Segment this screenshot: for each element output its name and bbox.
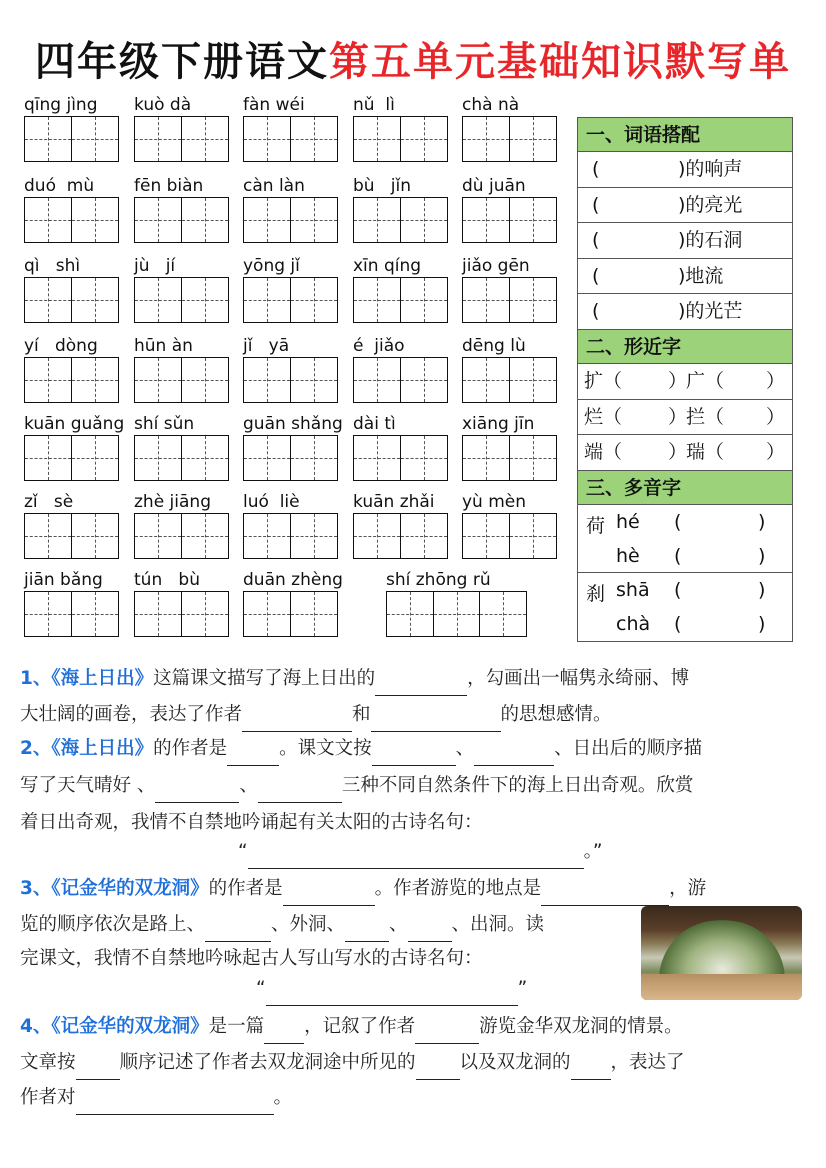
tianzige-cell[interactable]	[353, 197, 401, 243]
pinyin-label: dù juān	[462, 176, 526, 196]
tianzige-cell[interactable]	[462, 435, 510, 481]
tianzige-boxes[interactable]	[134, 116, 227, 162]
tianzige-cell[interactable]	[24, 513, 72, 559]
pinyin-label: shí zhōng rǔ	[386, 570, 491, 590]
tianzige-cell[interactable]	[509, 513, 557, 559]
pinyin-label: shí sǔn	[134, 414, 195, 434]
pinyin-label: dài tì	[353, 414, 396, 434]
tianzige-cell[interactable]	[134, 277, 182, 323]
answer-blank[interactable]	[541, 884, 669, 906]
tianzige-cell[interactable]	[71, 357, 119, 403]
pinyin-label: càn làn	[243, 176, 305, 196]
pinyin-label: nǔ lì	[353, 95, 395, 115]
collocation-row: ( )地流	[578, 259, 792, 295]
tianzige-boxes[interactable]	[462, 116, 555, 162]
tianzige-cell[interactable]	[71, 435, 119, 481]
section1-heading: 一、词语搭配	[578, 118, 792, 152]
answer-blank[interactable]	[375, 674, 467, 696]
polyphone-item: 刹 shā ( ) chà ( )	[586, 578, 766, 635]
tianzige-cell[interactable]	[462, 277, 510, 323]
tianzige-boxes[interactable]	[243, 197, 336, 243]
tianzige-boxes[interactable]	[24, 435, 117, 481]
pinyin-label: fēn biàn	[134, 176, 204, 196]
tianzige-cell[interactable]	[400, 197, 448, 243]
tianzige-cell[interactable]	[24, 197, 72, 243]
tianzige-cell[interactable]	[353, 513, 401, 559]
tianzige-cell[interactable]	[462, 116, 510, 162]
tianzige-cell[interactable]	[509, 116, 557, 162]
tianzige-cell[interactable]	[71, 116, 119, 162]
pinyin-label: duó mù	[24, 176, 95, 196]
pinyin-label: zhè jiāng	[134, 492, 211, 512]
tianzige-cell[interactable]	[71, 591, 119, 637]
answer-blank[interactable]	[415, 1022, 479, 1044]
tianzige-boxes[interactable]	[24, 591, 117, 637]
tianzige-boxes[interactable]	[134, 197, 227, 243]
answer-blank[interactable]	[345, 920, 389, 942]
answer-blank[interactable]	[242, 710, 352, 732]
pinyin-label: jù jí	[134, 256, 176, 276]
pinyin-label: jiān bǎng	[24, 570, 103, 590]
tianzige-cell[interactable]	[400, 513, 448, 559]
answer-blank[interactable]	[283, 884, 375, 906]
answer-blank[interactable]	[205, 920, 271, 942]
tianzige-boxes[interactable]	[462, 197, 555, 243]
tianzige-boxes[interactable]	[243, 357, 336, 403]
pinyin-label: fàn wéi	[243, 95, 305, 115]
tianzige-cell[interactable]	[181, 116, 229, 162]
tianzige-cell[interactable]	[71, 197, 119, 243]
q2-poem-prompt: 着日出奇观，我情不自禁地吟诵起有关太阳的古诗名句：	[20, 812, 483, 833]
tianzige-cell[interactable]	[290, 513, 338, 559]
tianzige-boxes[interactable]	[353, 197, 446, 243]
tianzige-boxes[interactable]	[134, 591, 227, 637]
tianzige-boxes[interactable]	[462, 435, 555, 481]
pinyin-label: xiāng jīn	[462, 414, 535, 434]
similar-char-row: 烂（ ） 拦（ ）	[578, 400, 792, 436]
tianzige-boxes[interactable]	[353, 435, 446, 481]
pinyin-label: jiǎo gēn	[462, 256, 530, 276]
collocation-row: ( )的响声	[578, 152, 792, 188]
tianzige-cell[interactable]	[509, 277, 557, 323]
tianzige-boxes[interactable]	[353, 513, 446, 559]
tianzige-cell[interactable]	[24, 591, 72, 637]
tianzige-boxes[interactable]	[243, 116, 336, 162]
collocation-row: ( )的亮光	[578, 188, 792, 224]
tianzige-cell[interactable]	[181, 197, 229, 243]
tianzige-boxes[interactable]	[462, 357, 555, 403]
polyphone-item: 荷 hé ( ) hè ( )	[578, 505, 792, 573]
pinyin-label: duān zhèng	[243, 570, 343, 590]
similar-char-row: 端（ ） 瑞（ ）	[578, 435, 792, 471]
tianzige-cell[interactable]	[290, 277, 338, 323]
tianzige-cell[interactable]	[353, 357, 401, 403]
tianzige-cell[interactable]	[400, 116, 448, 162]
tianzige-cell[interactable]	[243, 197, 291, 243]
answer-blank[interactable]	[474, 744, 554, 766]
tianzige-cell[interactable]	[181, 277, 229, 323]
tianzige-cell[interactable]	[462, 357, 510, 403]
tianzige-cell[interactable]	[181, 435, 229, 481]
double-dragon-cave-photo	[641, 906, 802, 1000]
tianzige-boxes[interactable]	[24, 116, 117, 162]
answer-blank[interactable]	[76, 1058, 120, 1080]
answer-blank[interactable]	[76, 1093, 274, 1115]
tianzige-cell[interactable]	[24, 435, 72, 481]
tianzige-cell[interactable]	[134, 591, 182, 637]
tianzige-boxes[interactable]	[134, 277, 227, 323]
pinyin-label: kuān guǎng	[24, 414, 125, 434]
tianzige-cell[interactable]	[181, 513, 229, 559]
pinyin-label: dēng lù	[462, 336, 526, 356]
tianzige-cell[interactable]	[353, 435, 401, 481]
tianzige-cell[interactable]	[243, 116, 291, 162]
pinyin-label: qì shì	[24, 256, 81, 276]
tianzige-cell[interactable]	[290, 116, 338, 162]
title-part2: 第五单元基础知识默写单	[329, 39, 791, 85]
tianzige-cell[interactable]	[134, 116, 182, 162]
tianzige-cell[interactable]	[433, 591, 481, 637]
tianzige-cell[interactable]	[134, 357, 182, 403]
tianzige-cell[interactable]	[353, 277, 401, 323]
answer-blank[interactable]	[248, 847, 584, 869]
tianzige-boxes[interactable]	[134, 513, 227, 559]
tianzige-boxes[interactable]	[462, 277, 555, 323]
answer-blank[interactable]	[258, 781, 342, 803]
tianzige-boxes[interactable]	[24, 197, 117, 243]
tianzige-cell[interactable]	[24, 357, 72, 403]
answer-blank[interactable]	[155, 781, 239, 803]
tianzige-boxes[interactable]	[243, 277, 336, 323]
collocation-row: ( )的光芒	[578, 294, 792, 330]
pinyin-label: guān shǎng	[243, 414, 343, 434]
tianzige-boxes[interactable]	[134, 435, 227, 481]
tianzige-cell[interactable]	[290, 357, 338, 403]
tianzige-cell[interactable]	[479, 591, 527, 637]
tianzige-cell[interactable]	[509, 197, 557, 243]
tianzige-cell[interactable]	[134, 435, 182, 481]
answer-blank[interactable]	[372, 744, 456, 766]
tianzige-cell[interactable]	[243, 591, 291, 637]
similar-char-row: 扩（ ） 广（ ）	[578, 364, 792, 400]
tianzige-cell[interactable]	[462, 513, 510, 559]
tianzige-cell[interactable]	[134, 513, 182, 559]
tianzige-cell[interactable]	[290, 435, 338, 481]
tianzige-cell[interactable]	[243, 513, 291, 559]
pinyin-label: é jiǎo	[353, 336, 405, 356]
tianzige-cell[interactable]	[181, 591, 229, 637]
pinyin-label: qīng jìng	[24, 95, 98, 115]
pinyin-label: jǐ yā	[243, 336, 290, 356]
tianzige-cell[interactable]	[243, 277, 291, 323]
answer-blank[interactable]	[416, 1058, 460, 1080]
pinyin-label: yōng jǐ	[243, 256, 300, 276]
tianzige-cell[interactable]	[290, 591, 338, 637]
section3-heading: 三、多音字	[578, 471, 792, 505]
tianzige-boxes[interactable]	[24, 357, 117, 403]
pinyin-label: xīn qíng	[353, 256, 422, 276]
tianzige-boxes[interactable]	[353, 357, 446, 403]
collocation-row: ( )的石洞	[578, 223, 792, 259]
tianzige-cell[interactable]	[509, 357, 557, 403]
answer-blank[interactable]	[408, 920, 452, 942]
tianzige-cell[interactable]	[400, 277, 448, 323]
tianzige-boxes[interactable]	[24, 277, 117, 323]
pinyin-label: tún bù	[134, 570, 200, 590]
tianzige-boxes[interactable]	[243, 591, 336, 637]
answer-blank[interactable]	[571, 1058, 611, 1080]
right-table	[577, 117, 793, 642]
tianzige-cell[interactable]	[462, 197, 510, 243]
tianzige-cell[interactable]	[400, 357, 448, 403]
pinyin-label: kuò dà	[134, 95, 192, 115]
pinyin-label: chà nà	[462, 95, 520, 115]
tianzige-cell[interactable]	[290, 197, 338, 243]
tianzige-boxes[interactable]	[353, 277, 446, 323]
title-part1: 四年级下册语文	[35, 39, 329, 85]
tianzige-cell[interactable]	[134, 197, 182, 243]
answer-blank[interactable]	[371, 710, 501, 732]
tianzige-boxes[interactable]	[134, 357, 227, 403]
pinyin-label: kuān zhǎi	[353, 492, 435, 512]
answer-blank[interactable]	[264, 1022, 304, 1044]
tianzige-cell[interactable]	[509, 435, 557, 481]
tianzige-cell[interactable]	[400, 435, 448, 481]
tianzige-boxes[interactable]	[243, 435, 336, 481]
tianzige-boxes[interactable]	[386, 591, 526, 637]
tianzige-cell[interactable]	[353, 116, 401, 162]
tianzige-boxes[interactable]	[462, 513, 555, 559]
answer-blank[interactable]	[227, 744, 279, 766]
tianzige-boxes[interactable]	[24, 513, 117, 559]
tianzige-cell[interactable]	[243, 357, 291, 403]
answer-blank[interactable]	[266, 984, 518, 1006]
pinyin-label: zǐ sè	[24, 492, 74, 512]
pinyin-label: hūn àn	[134, 336, 193, 356]
pinyin-label: yí dòng	[24, 336, 98, 356]
tianzige-cell[interactable]	[24, 277, 72, 323]
tianzige-cell[interactable]	[71, 513, 119, 559]
q3-poem-prompt: 完课文，我情不自禁地吟咏起古人写山写水的古诗名句：	[20, 948, 483, 969]
pinyin-label: luó liè	[243, 492, 300, 512]
section2-heading: 二、形近字	[578, 330, 792, 364]
tianzige-cell[interactable]	[181, 357, 229, 403]
tianzige-boxes[interactable]	[243, 513, 336, 559]
page-title	[0, 30, 826, 87]
pinyin-label: bù jǐn	[353, 176, 411, 196]
tianzige-boxes[interactable]	[353, 116, 446, 162]
tianzige-cell[interactable]	[243, 435, 291, 481]
tianzige-cell[interactable]	[71, 277, 119, 323]
tianzige-cell[interactable]	[24, 116, 72, 162]
pinyin-label: yù mèn	[462, 492, 527, 512]
tianzige-cell[interactable]	[386, 591, 434, 637]
